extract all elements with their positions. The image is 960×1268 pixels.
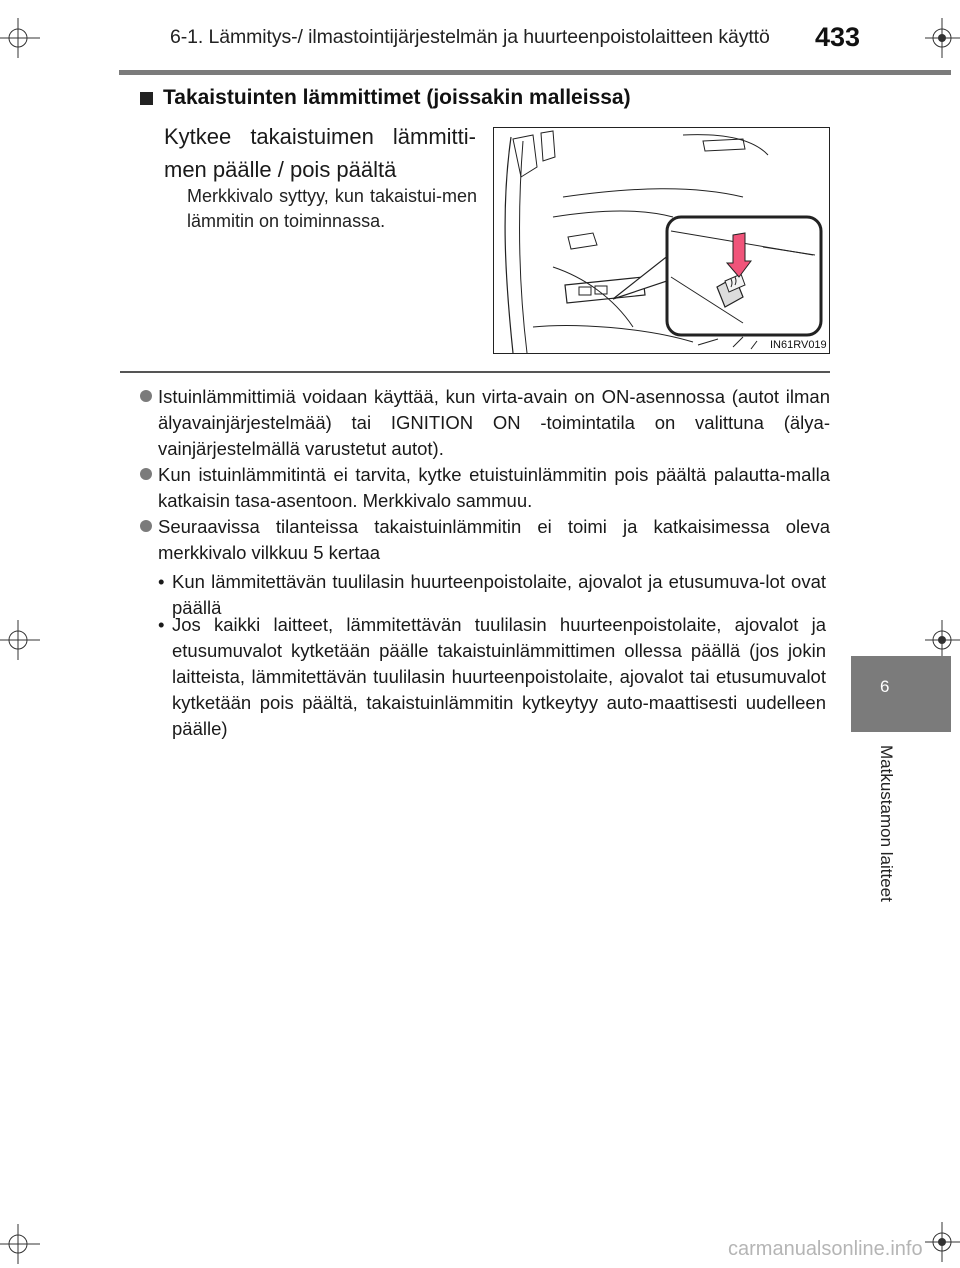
circle-bullet-icon bbox=[140, 520, 152, 532]
chapter-tab-title: Matkustamon laitteet bbox=[877, 745, 896, 902]
chapter-tab bbox=[851, 656, 951, 732]
notes-divider bbox=[120, 371, 830, 373]
sub-bullet-text: Kun lämmitettävän tuulilasin huurteenpoistolaite, ajovalot ja etusumuva-lot ovat päällä bbox=[172, 571, 826, 618]
note-text: Istuinlämmittimiä voidaan käyttää, kun virta-avain on ON-asennossa (autot ilman älyavainjärjestelmää) tai IGNITION ON -toimintatila on valittuna (älya-vainjärjestelmällä varustetut autot). bbox=[158, 386, 830, 459]
note-item bbox=[140, 462, 830, 514]
header-rule bbox=[119, 70, 951, 75]
chapter-tab-number: 6 bbox=[880, 677, 890, 696]
note-item bbox=[140, 514, 830, 566]
section-heading-text: Takaistuinten lämmittimet (joissakin malleissa) bbox=[163, 86, 631, 109]
sub-bullet-marker: • bbox=[158, 571, 165, 592]
circle-bullet-icon bbox=[140, 468, 152, 480]
circle-bullet-icon bbox=[140, 390, 152, 402]
crop-mark-bottom-right bbox=[925, 1222, 960, 1262]
sub-bullet-item bbox=[156, 612, 826, 742]
note-text: Seuraavissa tilanteissa takaistuinlämmitin ei toimi ja katkaisimessa oleva merkkivalo vilkkuu 5 kertaa bbox=[158, 516, 830, 563]
crop-mark-mid-right bbox=[925, 620, 960, 660]
running-header-title: 6-1. Lämmitys-/ ilmastointijärjestelmän ja huurteenpoistolaitteen käyttö bbox=[170, 26, 770, 48]
crop-mark-bottom-left bbox=[0, 1224, 40, 1264]
crop-mark-top-right bbox=[925, 18, 960, 58]
watermark: carmanualsonline.info bbox=[728, 1238, 923, 1260]
section-heading bbox=[140, 86, 700, 110]
figure-id-label: IN61RV019 bbox=[770, 339, 827, 351]
page-number: 433 bbox=[815, 22, 861, 52]
crop-mark-mid-left bbox=[0, 620, 40, 660]
callout-title: Kytkee takaistuimen lämmitti-men päälle / pois päältä bbox=[164, 124, 476, 182]
note-text: Kun istuinlämmitintä ei tarvita, kytke etuistuinlämmitin pois päältä palautta-malla katkaisin tasa-asentoon. Merkkivalo sammuu. bbox=[158, 464, 830, 511]
note-item bbox=[140, 384, 830, 462]
sub-bullet-text: Jos kaikki laitteet, lämmitettävän tuulilasin huurteenpoistolaite, ajovalot ja etusumuvalot kytketään päälle takaistuinlämmittimen ollessa päällä (jos jokin laitteista, lämmitettävän tuulilasin huurteenpoistolaite, ajovalot tai etusumuvalot kytketään pois päältä, takaistuinlämmitin kytkeytyy auto-maattisesti uudelleen päälle) bbox=[172, 614, 826, 739]
crop-mark-top-left bbox=[0, 18, 40, 58]
seat-heater-switch-illustration bbox=[493, 127, 830, 354]
square-bullet-icon bbox=[140, 92, 153, 105]
callout-note: Merkkivalo syttyy, kun takaistui-men lämmitin on toiminnassa. bbox=[187, 186, 477, 231]
sub-bullet-marker: • bbox=[158, 614, 165, 635]
